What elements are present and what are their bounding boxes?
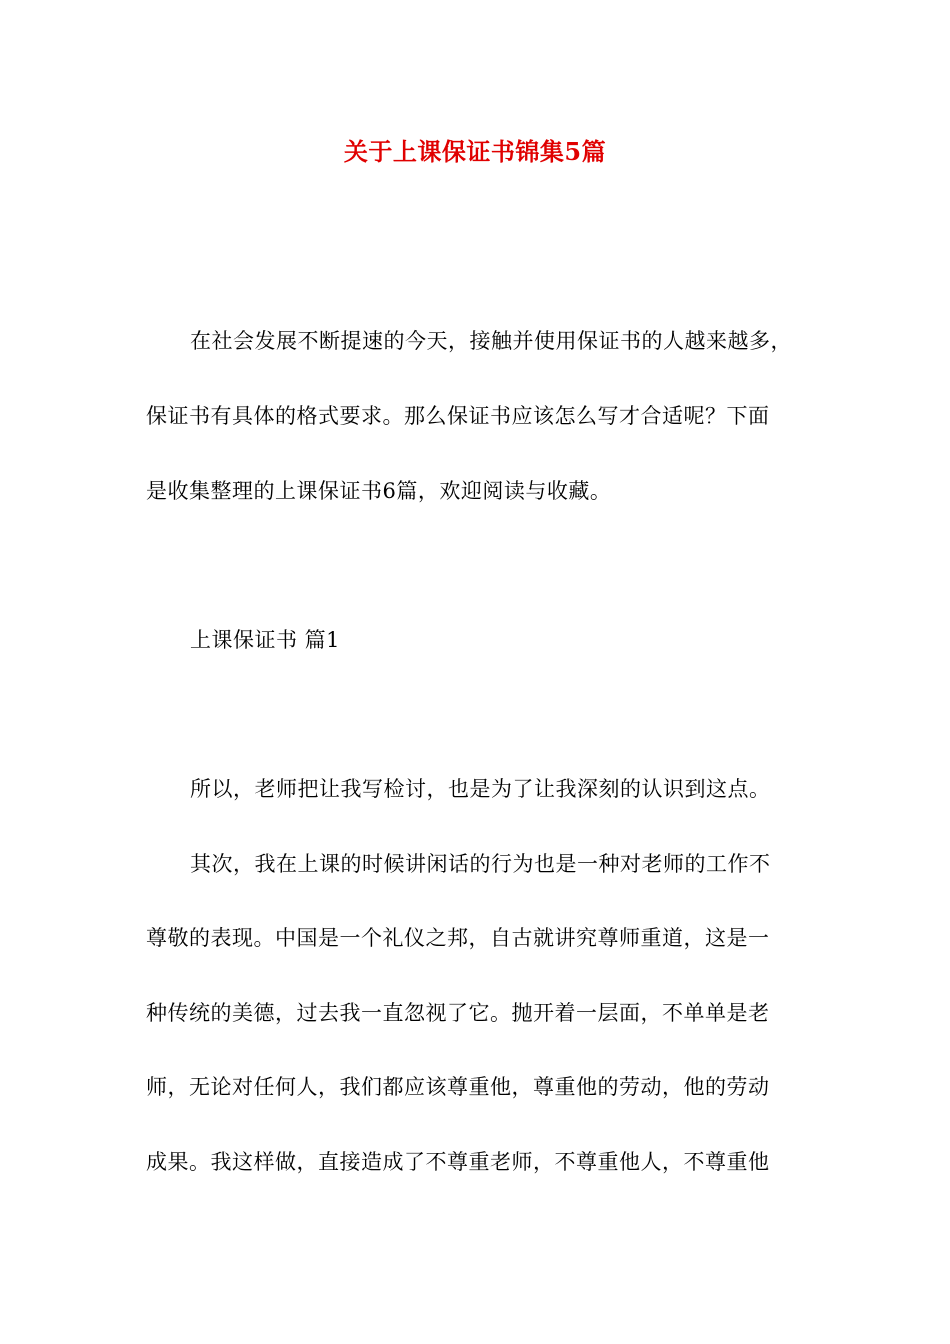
body-line: 其次，我在上课的时候讲闲话的行为也是一种对老师的工作不 — [190, 852, 771, 876]
intro-line: 保证书有具体的格式要求。那么保证书应该怎么写才合适呢？下面 — [146, 404, 770, 428]
section-heading: 上课保证书 篇1 — [190, 628, 341, 652]
body-line: 师，无论对任何人，我们都应该尊重他，尊重他的劳动，他的劳动 — [146, 1075, 770, 1099]
body-line: 成果。我这样做，直接造成了不尊重老师，不尊重他人，不尊重他 — [146, 1150, 770, 1174]
intro-line: 是收集整理的上课保证书6篇，欢迎阅读与收藏。 — [146, 479, 612, 503]
page-title: 关于上课保证书锦集5篇 — [343, 137, 607, 166]
intro-line: 在社会发展不断提速的今天，接触并使用保证书的人越来越多， — [190, 329, 792, 353]
body-line: 所以，老师把让我写检讨，也是为了让我深刻的认识到这点。 — [190, 777, 771, 801]
body-line: 种传统的美德，过去我一直忽视了它。抛开着一层面，不单单是老 — [146, 1001, 770, 1025]
body-line: 尊敬的表现。中国是一个礼仪之邦，自古就讲究尊师重道，这是一 — [146, 926, 770, 950]
